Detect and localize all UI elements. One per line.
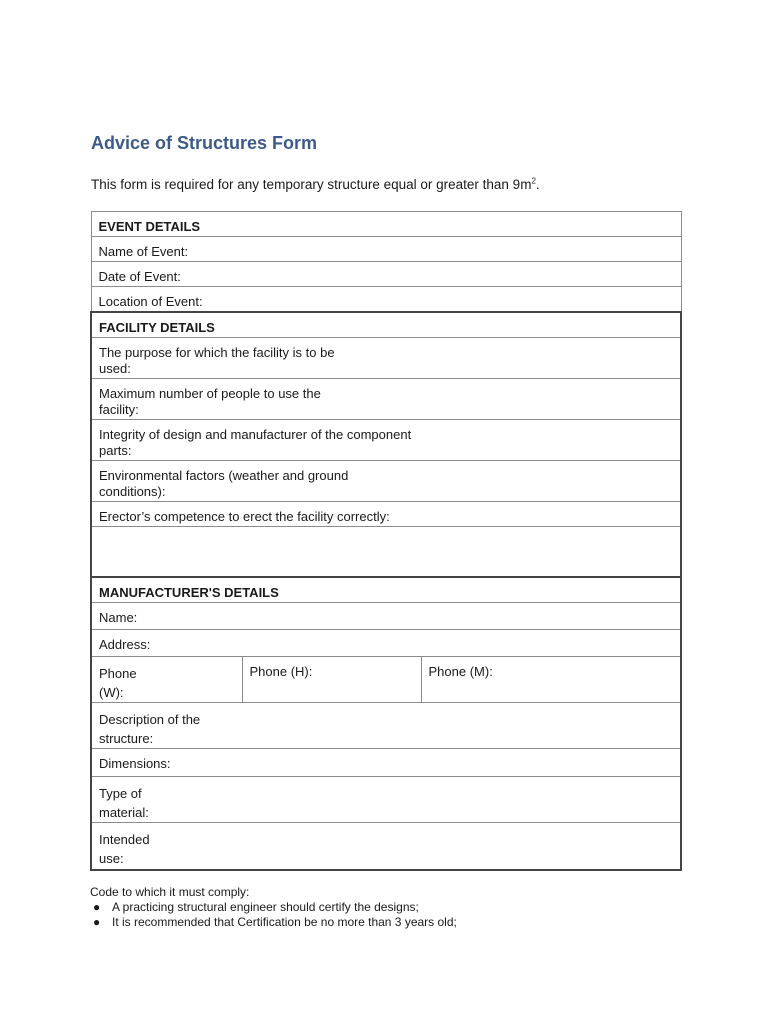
phone-h-field[interactable] — [242, 657, 421, 703]
structures-form-table — [90, 211, 682, 871]
intro-superscript: 2 — [531, 176, 536, 186]
dimensions-field[interactable] — [91, 749, 681, 777]
phone-h-label: Phone (H): — [249, 664, 313, 679]
list-item-text: It is recommended that Certification be no more than 3 years old; — [112, 915, 457, 929]
dimensions-label: Dimensions: — [99, 756, 171, 771]
material-label: Type of material: — [99, 786, 149, 820]
page-title: Advice of Structures Form — [91, 133, 318, 153]
intro-main: This form is required for any temporary structure equal or greater than 9m — [91, 177, 532, 192]
list-item-text: A practicing structural engineer should certify the designs; — [112, 900, 419, 914]
phone-w-label: Phone (W): — [99, 666, 137, 700]
event-date-label: Date of Event: — [98, 269, 181, 284]
list-item — [90, 915, 457, 930]
max-people-field[interactable] — [91, 379, 681, 420]
event-location-field[interactable] — [91, 287, 681, 312]
intended-use-field[interactable] — [91, 823, 681, 870]
erector-label: Erector’s competence to erect the facility correctly: — [99, 509, 390, 524]
list-item — [90, 900, 457, 915]
compliance-section — [90, 885, 457, 930]
facility-details-heading-cell — [91, 312, 681, 338]
description-label: Description of the structure: — [99, 712, 201, 746]
environmental-field[interactable] — [91, 461, 681, 502]
intro-suffix: . — [535, 177, 540, 192]
event-date-field[interactable] — [91, 262, 681, 287]
event-details-heading-cell — [91, 212, 681, 237]
phone-m-field[interactable] — [421, 657, 681, 703]
material-field[interactable] — [91, 777, 681, 823]
event-location-label: Location of Event: — [98, 294, 203, 309]
compliance-list — [90, 900, 457, 930]
purpose-label: The purpose for which the facility is to be used: — [99, 345, 335, 376]
phone-w-field[interactable] — [91, 657, 242, 703]
event-name-field[interactable] — [91, 237, 681, 262]
environmental-label: Environmental factors (weather and ground conditions): — [99, 468, 349, 499]
bullet-icon: ● — [93, 900, 101, 914]
manufacturer-details-heading: MANUFACTURER'S DETAILS — [99, 584, 279, 600]
event-name-label: Name of Event: — [98, 244, 189, 259]
code-label: Code to which it must comply: — [90, 885, 250, 899]
facility-details-heading: FACILITY DETAILS — [99, 319, 215, 335]
manufacturer-details-heading-cell — [91, 577, 681, 603]
phone-m-label: Phone (M): — [428, 664, 493, 679]
integrity-label: Integrity of design and manufacturer of the component parts: — [99, 427, 412, 458]
event-details-heading: EVENT DETAILS — [98, 219, 201, 234]
erector-answer-area[interactable] — [91, 527, 681, 577]
manufacturer-name-label: Name: — [99, 610, 138, 625]
max-people-label: Maximum number of people to use the facility: — [99, 386, 321, 417]
purpose-field[interactable] — [91, 338, 681, 379]
intro-text — [91, 177, 540, 192]
bullet-icon: ● — [93, 915, 101, 929]
manufacturer-address-field[interactable] — [91, 630, 681, 657]
manufacturer-address-label: Address: — [99, 637, 151, 652]
manufacturer-name-field[interactable] — [91, 603, 681, 630]
integrity-field[interactable] — [91, 420, 681, 461]
erector-field[interactable] — [91, 502, 681, 527]
intended-use-label: Intended use: — [99, 832, 150, 866]
description-field[interactable] — [91, 703, 681, 749]
